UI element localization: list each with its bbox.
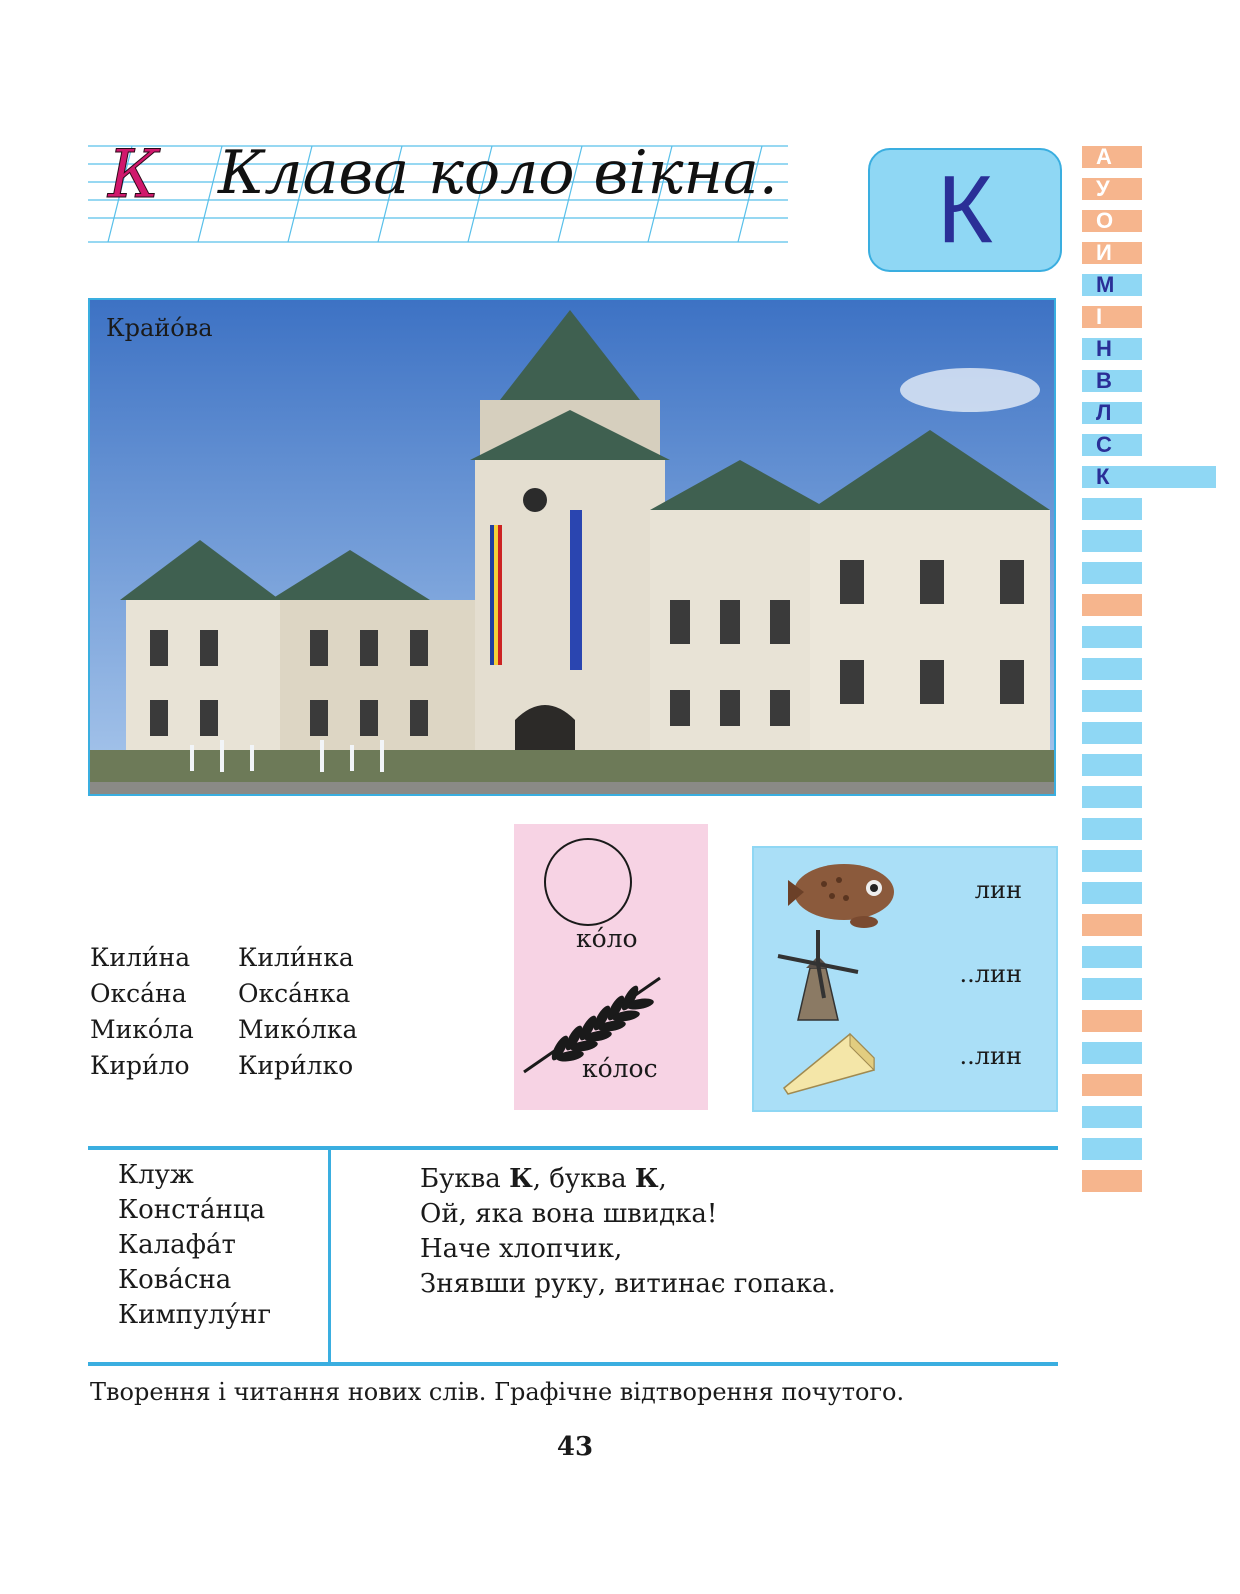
alphabet-letter: І: [1082, 306, 1142, 328]
print-letter: К: [937, 156, 993, 263]
poem-letter: К: [634, 1164, 659, 1194]
pink-word-panel: [514, 824, 708, 1110]
alphabet-empty-bar: [1082, 850, 1142, 872]
poem-line-4: Знявши руку, витинає гопака.: [420, 1269, 836, 1299]
poem-text: Буква: [420, 1164, 510, 1194]
alphabet-empty-bar: [1082, 722, 1142, 744]
alphabet-empty-bar: [1082, 1074, 1142, 1096]
city-item: Калафа́т: [118, 1230, 236, 1260]
page-number: 43: [556, 1432, 594, 1462]
name-item: Мико́лка: [238, 1015, 358, 1044]
column-divider: [328, 1148, 331, 1362]
cursive-letter: К: [108, 136, 160, 213]
alphabet-letter: О: [1082, 210, 1142, 232]
alphabet-letter: К: [1082, 466, 1216, 488]
wedge-icon: [780, 1028, 880, 1098]
name-item: Кили́на: [90, 943, 191, 972]
alphabet-empty-bar: [1082, 658, 1142, 680]
alphabet-empty-bar: [1082, 1106, 1142, 1128]
alphabet-letter: М: [1082, 274, 1142, 296]
names-right-column: [238, 940, 357, 1084]
word-kolos: ко́лос: [582, 1054, 658, 1083]
word-kolo: ко́ло: [576, 924, 638, 953]
poem-letter: К: [509, 1164, 533, 1194]
city-item: Конста́нца: [118, 1195, 266, 1225]
alphabet-empty-bar: [1082, 754, 1142, 776]
name-item: Окса́нка: [238, 979, 351, 1008]
alphabet-empty-bar: [1082, 1042, 1142, 1064]
building-illustration: [90, 300, 1056, 796]
alphabet-letter: Н: [1082, 338, 1142, 360]
alphabet-empty-bar: [1082, 530, 1142, 552]
city-item: Кова́сна: [118, 1265, 232, 1295]
poem-line-2: Ой, яка вона швидка!: [420, 1199, 718, 1229]
alphabet-empty-bar: [1082, 946, 1142, 968]
poem-text: , буква: [532, 1164, 635, 1194]
alphabet-empty-bar: [1082, 914, 1142, 936]
word-klyn-2: ..лин: [959, 1042, 1022, 1070]
alphabet-empty-bar: [1082, 498, 1142, 520]
poem: [420, 1162, 836, 1302]
lesson-description: Творення і читання нових слів. Графічне відтворення почутого.: [90, 1378, 905, 1406]
name-item: Кили́нка: [238, 943, 354, 972]
poem-line-3: Наче хлопчик,: [420, 1234, 623, 1264]
alphabet-empty-bar: [1082, 1010, 1142, 1032]
bottom-divider: [88, 1362, 1058, 1366]
top-divider: [88, 1146, 1058, 1150]
letter-card: [868, 148, 1062, 272]
alphabet-empty-bar: [1082, 626, 1142, 648]
alphabet-empty-bar: [1082, 562, 1142, 584]
alphabet-empty-bar: [1082, 882, 1142, 904]
poem-line-1: [420, 1162, 836, 1197]
alphabet-letter: И: [1082, 242, 1142, 264]
alphabet-empty-bar: [1082, 690, 1142, 712]
name-item: Кири́лко: [238, 1051, 354, 1080]
name-item: Мико́ла: [90, 1015, 194, 1044]
alphabet-empty-bar: [1082, 786, 1142, 808]
alphabet-letter: С: [1082, 434, 1142, 456]
cities-list: [118, 1158, 271, 1333]
name-item: Кири́ло: [90, 1051, 190, 1080]
blue-word-panel: [752, 846, 1058, 1112]
alphabet-empty-bar: [1082, 1170, 1142, 1192]
alphabet-empty-bar: [1082, 1138, 1142, 1160]
fish-icon: [784, 854, 910, 934]
word-lyn: лин: [974, 876, 1022, 904]
alphabet-letter: А: [1082, 146, 1142, 168]
alphabet-letter: У: [1082, 178, 1142, 200]
windmill-icon: [768, 928, 868, 1028]
alphabet-empty-bar: [1082, 818, 1142, 840]
city-photo: [88, 298, 1056, 796]
alphabet-empty-bar: [1082, 978, 1142, 1000]
city-item: Кимпулу́нг: [118, 1300, 272, 1330]
poem-text: ,: [658, 1164, 667, 1194]
circle-icon: [542, 836, 634, 928]
photo-caption: Крайо́ва: [106, 314, 213, 342]
word-klyn: ..лин: [959, 960, 1022, 988]
alphabet-empty-bar: [1082, 594, 1142, 616]
alphabet-letter: Л: [1082, 402, 1142, 424]
name-item: Окса́на: [90, 979, 187, 1008]
city-item: Клуж: [118, 1160, 194, 1190]
alphabet-letter: В: [1082, 370, 1142, 392]
names-left-column: [90, 940, 194, 1084]
cursive-sentence: Клава коло вікна.: [218, 138, 778, 208]
